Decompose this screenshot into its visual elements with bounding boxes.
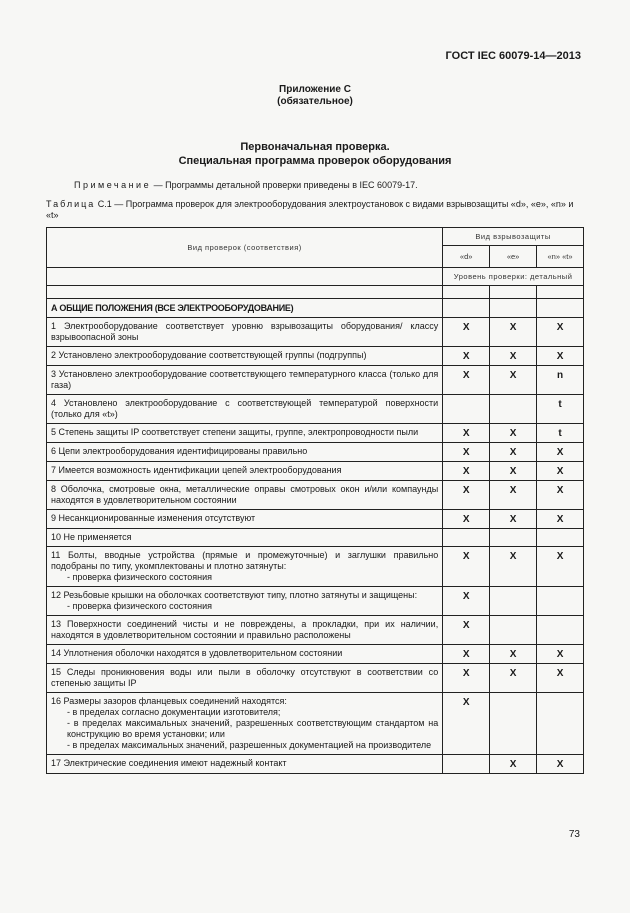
- mark-d: X: [443, 347, 490, 366]
- inspection-level: Уровень проверки: детальный: [443, 268, 584, 286]
- col-header-protection: Вид взрывозащиты: [443, 228, 584, 246]
- mark-d: X: [443, 462, 490, 481]
- check-text: 16 Размеры зазоров фланцевых соединений находятся:: [51, 696, 287, 706]
- mark-d: X: [443, 693, 490, 755]
- spacer-cell: [47, 286, 443, 299]
- check-item: [47, 510, 443, 529]
- check-item: [47, 755, 443, 774]
- mark-nt: [537, 616, 584, 645]
- annex-status: (обязательное): [277, 96, 353, 107]
- mark-d: [443, 395, 490, 424]
- note-label: Примечание: [74, 180, 152, 190]
- check-item: [47, 318, 443, 347]
- table-row: [47, 424, 584, 443]
- check-text: 9 Несанкционированные изменения отсутствуют: [51, 513, 256, 523]
- mark-nt: [537, 587, 584, 616]
- mark-d: X: [443, 366, 490, 395]
- mark-nt: t: [537, 424, 584, 443]
- check-item: [47, 693, 443, 755]
- note-text: — Программы детальной проверки приведены в IEC 60079-17.: [151, 180, 418, 190]
- check-item: [47, 481, 443, 510]
- spacer-cell: [537, 286, 584, 299]
- table-row: [47, 529, 584, 547]
- table-row: [47, 587, 584, 616]
- mark-e: X: [490, 664, 537, 693]
- check-item: [47, 443, 443, 462]
- mark-nt: t: [537, 395, 584, 424]
- mark-nt: X: [537, 462, 584, 481]
- mark-nt: X: [537, 443, 584, 462]
- mark-e: X: [490, 424, 537, 443]
- check-item: [47, 547, 443, 587]
- check-item: [47, 616, 443, 645]
- check-item: [47, 529, 443, 547]
- section-a-cell: [490, 299, 537, 318]
- mark-nt: X: [537, 645, 584, 664]
- checks-table: [46, 227, 584, 774]
- mark-nt: X: [537, 481, 584, 510]
- mark-d: X: [443, 664, 490, 693]
- table-row: [47, 481, 584, 510]
- table-row: [47, 616, 584, 645]
- mark-e: [490, 587, 537, 616]
- mark-e: X: [490, 366, 537, 395]
- mark-d: X: [443, 318, 490, 347]
- check-text: 8 Оболочка, смотровые окна, металлические оправы смотровых окон и/или компаунды находятся в удовлетворительном состоянии: [51, 484, 439, 505]
- caption-text: С.1 — Программа проверок для электрооборудования электроустановок с видами взрывозащиты «d», «e», «n» и «t»: [46, 199, 574, 220]
- mark-e: [490, 693, 537, 755]
- standard-number: ГОСТ IEC 60079-14—2013: [445, 50, 581, 62]
- page-number: 73: [568, 829, 580, 840]
- mark-d: X: [443, 424, 490, 443]
- spacer-cell: [443, 286, 490, 299]
- table-row: [47, 462, 584, 481]
- table-row: [47, 664, 584, 693]
- heading-line-2: Специальная программа проверок оборудования: [178, 155, 452, 167]
- mark-e: X: [490, 318, 537, 347]
- check-item: [47, 347, 443, 366]
- check-text: 4 Установлено электрооборудование с соответствующей температурой поверхности (только для «t»): [51, 398, 439, 419]
- table-row: [47, 366, 584, 395]
- check-text: 3 Установлено электрооборудование соответствующего температурного класса (только для газа): [51, 369, 439, 390]
- mark-nt: X: [537, 547, 584, 587]
- mark-d: X: [443, 510, 490, 529]
- mark-nt: [537, 693, 584, 755]
- table-row: [47, 347, 584, 366]
- check-subitem: - в пределах максимальных значений, разрешенных соответствующим стандартом на конструкцию во время установки; или: [67, 718, 439, 739]
- table-row: [47, 645, 584, 664]
- table-row: [47, 755, 584, 774]
- table-row: [47, 547, 584, 587]
- mark-e: X: [490, 645, 537, 664]
- mark-e: X: [490, 347, 537, 366]
- mark-nt: X: [537, 510, 584, 529]
- mark-e: X: [490, 462, 537, 481]
- mark-d: X: [443, 645, 490, 664]
- col-header-e: «e»: [490, 246, 537, 268]
- check-text: 5 Степень защиты IP соответствует степени защиты, группе, электропроводности пыли: [51, 427, 419, 437]
- spacer-cell: [490, 286, 537, 299]
- check-subitem: - в пределах максимальных значений, разрешенных документацией на производителе: [67, 740, 432, 750]
- check-item: [47, 366, 443, 395]
- mark-d: [443, 529, 490, 547]
- table-row: [47, 395, 584, 424]
- table-caption: [46, 199, 586, 221]
- level-spacer: [47, 268, 443, 286]
- check-item: [47, 462, 443, 481]
- mark-e: X: [490, 547, 537, 587]
- mark-d: X: [443, 587, 490, 616]
- heading-line-1: Первоначальная проверка.: [240, 141, 390, 153]
- check-text: 12 Резьбовые крышки на оболочках соответствуют типу, плотно затянуты и защищены:: [51, 590, 418, 600]
- mark-nt: [537, 529, 584, 547]
- check-text: 7 Имеется возможность идентификации цепей электрооборудования: [51, 465, 342, 475]
- mark-e: X: [490, 443, 537, 462]
- mark-d: X: [443, 547, 490, 587]
- col-header-d: «d»: [443, 246, 490, 268]
- mark-nt: X: [537, 755, 584, 774]
- col-header-checks: Вид проверок (соответствия): [47, 228, 443, 268]
- caption-label: Таблица: [46, 199, 96, 209]
- check-text: 14 Уплотнения оболочки находятся в удовлетворительном состоянии: [51, 648, 343, 658]
- check-text: 17 Электрические соединения имеют надежный контакт: [51, 758, 287, 768]
- check-text: 10 Не применяется: [51, 532, 132, 542]
- check-text: 11 Болты, вводные устройства (прямые и промежуточные) и заглушки правильно подобраны по типу, укомплектованы и плотно затянуты:: [51, 550, 439, 571]
- mark-d: [443, 755, 490, 774]
- mark-e: X: [490, 755, 537, 774]
- mark-d: X: [443, 481, 490, 510]
- mark-e: [490, 616, 537, 645]
- check-subitem: - проверка физического состояния: [67, 601, 213, 611]
- mark-nt: n: [537, 366, 584, 395]
- table-row: [47, 318, 584, 347]
- mark-d: X: [443, 443, 490, 462]
- check-item: [47, 424, 443, 443]
- table-row: [47, 693, 584, 755]
- check-text: 15 Следы проникновения воды или пыли в оболочку отсутствуют в соответствии со степенью защиты IP: [51, 667, 439, 688]
- mark-d: X: [443, 616, 490, 645]
- mark-nt: X: [537, 347, 584, 366]
- check-subitem: - в пределах согласно документации изготовителя;: [67, 707, 281, 717]
- check-text: 13 Поверхности соединений чисты и не повреждены, а прокладки, при их наличии, находятся в удовлетворительном состоянии и правильно расположены: [51, 619, 439, 640]
- note: [74, 180, 418, 190]
- check-text: 1 Электрооборудование соответствует уровню взрывозащиты оборудования/ классу взрывоопасной зоны: [51, 321, 439, 342]
- mark-e: X: [490, 510, 537, 529]
- check-text: 2 Установлено электрооборудование соответствующей группы (подгруппы): [51, 350, 367, 360]
- col-header-nt: «n» «t»: [537, 246, 584, 268]
- check-item: [47, 664, 443, 693]
- section-a-cell: [443, 299, 490, 318]
- section-a-title: А ОБЩИЕ ПОЛОЖЕНИЯ (ВСЕ ЭЛЕКТРООБОРУДОВАНИЕ): [47, 299, 443, 318]
- mark-e: [490, 395, 537, 424]
- mark-e: [490, 529, 537, 547]
- check-subitem: - проверка физического состояния: [67, 572, 213, 582]
- table-row: [47, 510, 584, 529]
- mark-nt: X: [537, 318, 584, 347]
- mark-nt: X: [537, 664, 584, 693]
- check-item: [47, 587, 443, 616]
- check-item: [47, 645, 443, 664]
- section-a-cell: [537, 299, 584, 318]
- check-text: 6 Цепи электрооборудования идентифицированы правильно: [51, 446, 308, 456]
- check-item: [47, 395, 443, 424]
- annex-title: Приложение С: [279, 84, 351, 95]
- mark-e: X: [490, 481, 537, 510]
- table-row: [47, 443, 584, 462]
